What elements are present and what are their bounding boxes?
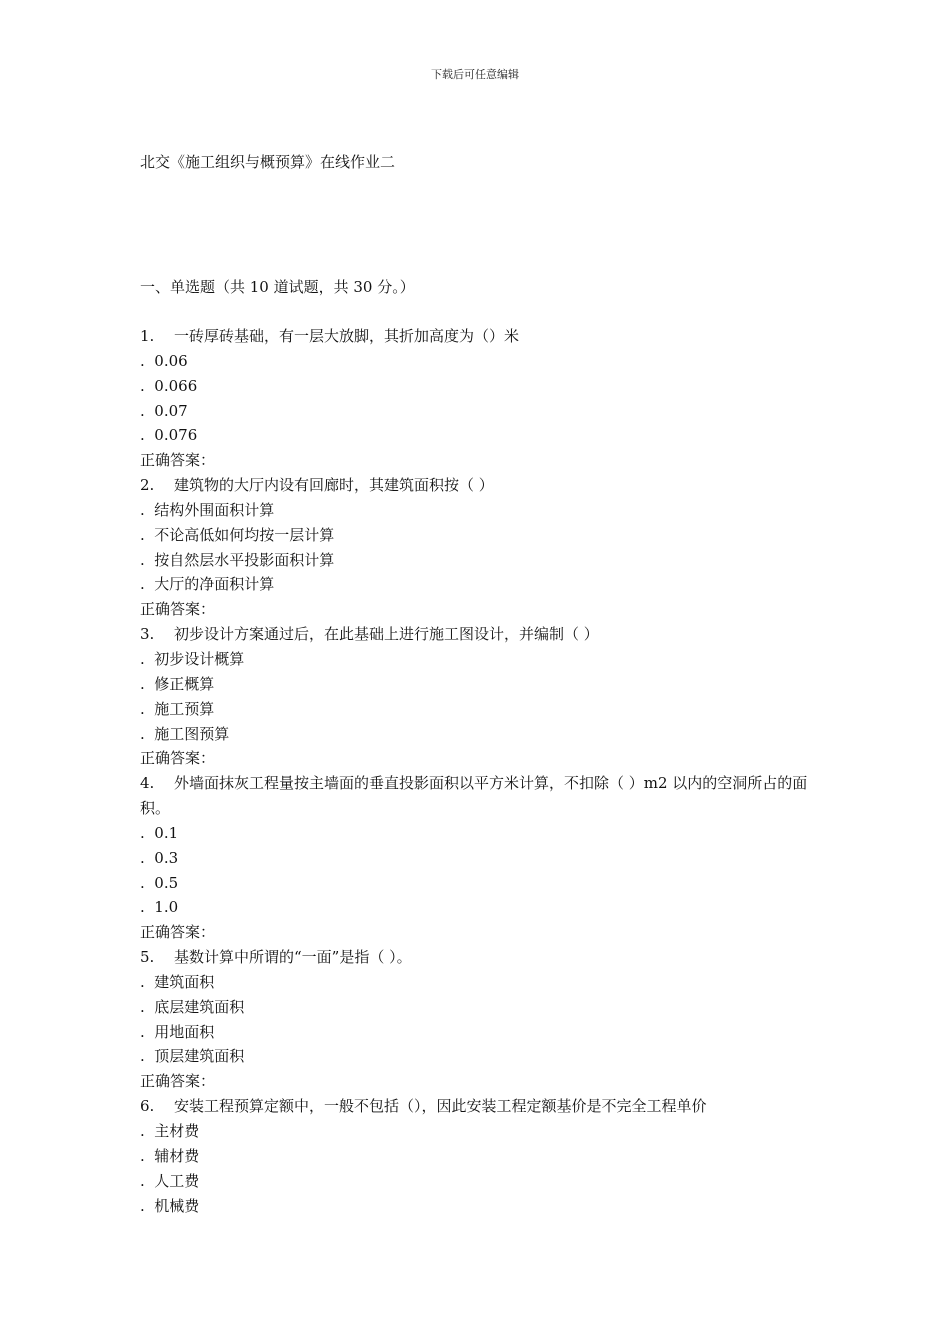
correct-answer-label: 正确答案： bbox=[140, 923, 216, 942]
answer-option: . 主材费 bbox=[140, 1122, 200, 1140]
answer-option: . 初步设计概算 bbox=[140, 649, 245, 668]
answer-option: . 大厅的净面积计算 bbox=[140, 575, 275, 594]
answer-option: . 0.1 bbox=[140, 823, 179, 842]
document-title: 北交《施工组织与概预算》在线作业二 bbox=[140, 153, 396, 171]
question-prompt: 安装工程预算定额中，一般不包括（），因此安装工程定额基价是不完全工程单价 bbox=[174, 1097, 707, 1116]
answer-option: . 不论高低如何均按一层计算 bbox=[140, 525, 335, 544]
answer-option: . 用地面积 bbox=[140, 1022, 215, 1041]
question-text bbox=[140, 324, 820, 349]
question-number: 4. bbox=[140, 774, 155, 793]
question-number: 6. bbox=[140, 1097, 155, 1116]
correct-answer-label: 正确答案： bbox=[140, 451, 216, 470]
answer-option: . 0.06 bbox=[140, 351, 188, 370]
answer-option: . 0.5 bbox=[140, 873, 179, 892]
answer-option: . 0.07 bbox=[140, 401, 188, 420]
question-text bbox=[140, 622, 820, 647]
page-header: 下载后可任意编辑 bbox=[431, 68, 519, 81]
question-block bbox=[140, 1094, 820, 1218]
answer-option: . 按自然层水平投影面积计算 bbox=[140, 550, 335, 569]
question-text bbox=[140, 945, 820, 970]
question-block bbox=[140, 622, 820, 771]
question-block bbox=[140, 324, 820, 473]
question-block bbox=[140, 945, 820, 1094]
question-prompt: 初步设计方案通过后，在此基础上进行施工图设计，并编制（ ） bbox=[174, 625, 599, 644]
answer-option: . 1.0 bbox=[140, 898, 179, 917]
answer-option: . 人工费 bbox=[140, 1171, 200, 1190]
answer-option: . 0.3 bbox=[140, 848, 179, 867]
answer-option: . 辅材费 bbox=[140, 1146, 200, 1165]
answer-option: . 施工图预算 bbox=[140, 724, 230, 743]
answer-option: . 0.076 bbox=[140, 426, 198, 445]
section-heading: 一、单选题（共 10 道试题，共 30 分。） bbox=[140, 278, 415, 296]
question-number: 2. bbox=[140, 476, 155, 495]
question-number: 3. bbox=[140, 625, 155, 644]
answer-option: . 结构外围面积计算 bbox=[140, 500, 275, 519]
question-prompt: 建筑物的大厅内设有回廊时，其建筑面积按（ ） bbox=[174, 476, 494, 495]
question-text bbox=[140, 473, 820, 498]
answer-option: . 机械费 bbox=[140, 1196, 200, 1215]
answer-option: . 底层建筑面积 bbox=[140, 997, 245, 1016]
question-text bbox=[140, 1094, 820, 1119]
answer-option: . 顶层建筑面积 bbox=[140, 1047, 245, 1066]
question-prompt: 一砖厚砖基础，有一层大放脚，其折加高度为（）米 bbox=[174, 327, 520, 345]
question-list bbox=[140, 324, 820, 1218]
question-block bbox=[140, 771, 820, 945]
answer-option: . 0.066 bbox=[140, 376, 198, 395]
correct-answer-label: 正确答案： bbox=[140, 1072, 216, 1091]
correct-answer-label: 正确答案： bbox=[140, 749, 216, 768]
answer-option: . 修正概算 bbox=[140, 674, 215, 693]
question-text bbox=[140, 771, 820, 821]
question-number: 5. bbox=[140, 948, 155, 967]
question-number: 1. bbox=[140, 327, 155, 345]
question-prompt: 基数计算中所谓的“一面”是指（ ）。 bbox=[174, 948, 412, 967]
answer-option: . 建筑面积 bbox=[140, 972, 215, 991]
question-prompt: 外墙面抹灰工程量按主墙面的垂直投影面积以平方米计算，不扣除（ ）m2 以内的空洞所占的面积。 bbox=[140, 774, 808, 818]
answer-option: . 施工预算 bbox=[140, 699, 215, 718]
question-block bbox=[140, 473, 820, 622]
correct-answer-label: 正确答案： bbox=[140, 600, 216, 619]
